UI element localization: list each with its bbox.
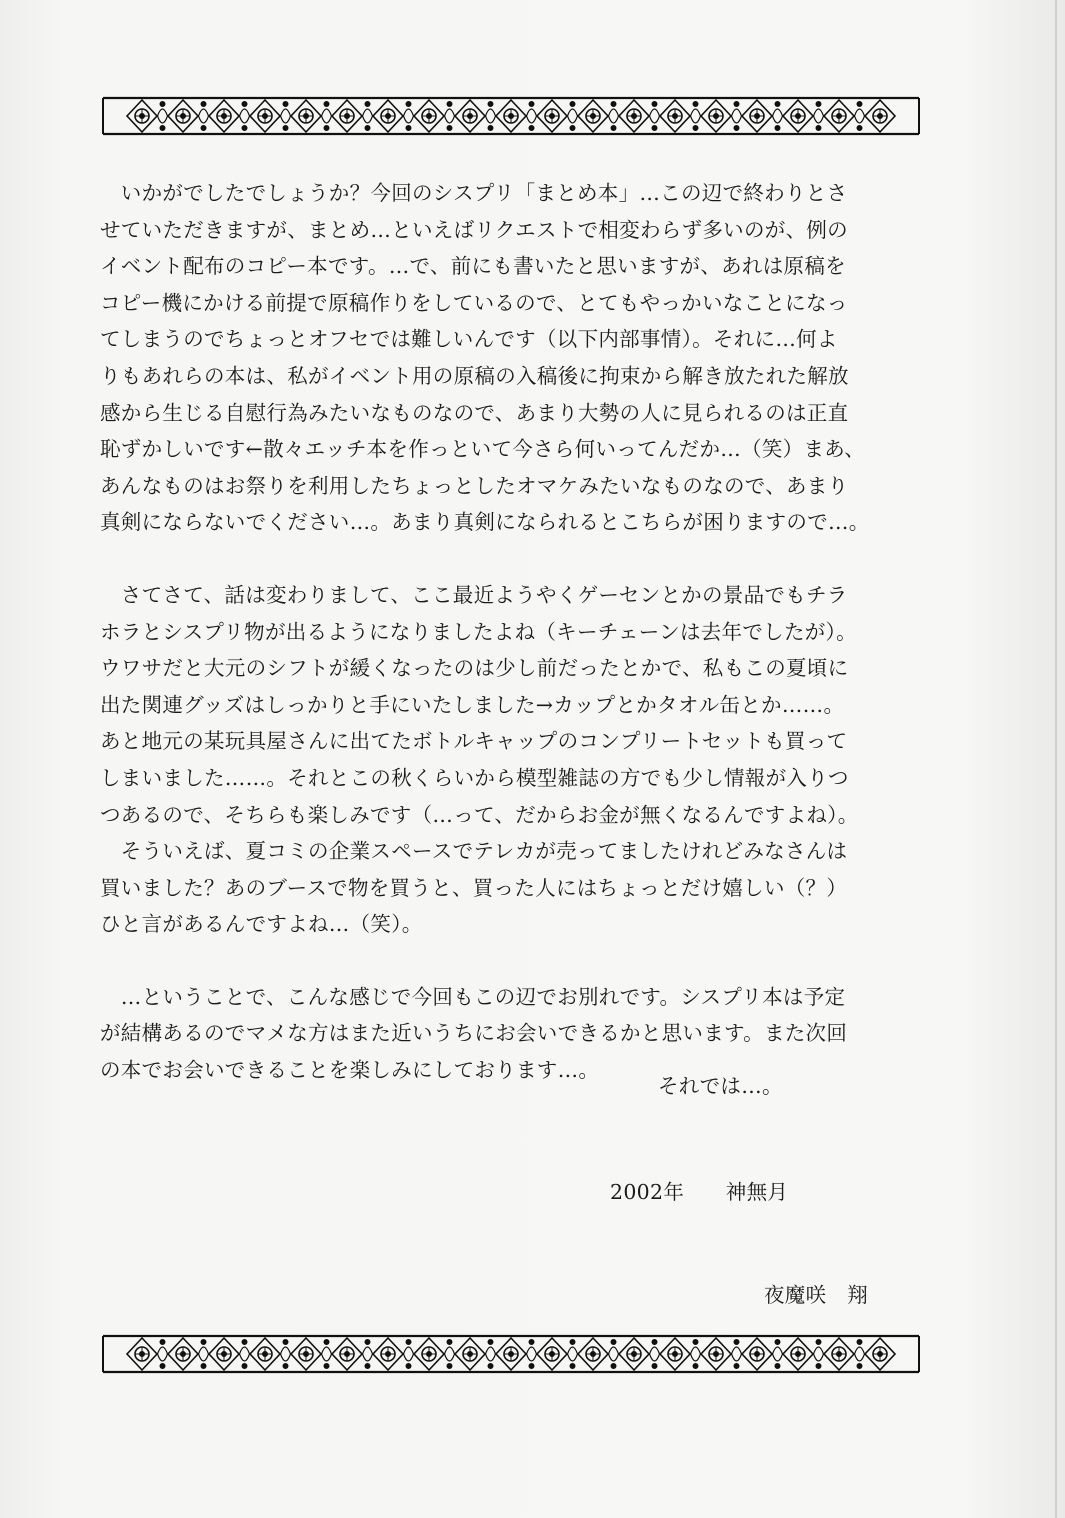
text-line: ひと言があるんですよね…（笑）。 — [100, 912, 423, 937]
text-line: しまいました……。それとこの秋くらいから模型雑誌の方でも少し情報が入りつ — [100, 765, 849, 790]
ornament-border-bottom-svg — [101, 1333, 921, 1375]
paragraph-gap — [100, 943, 920, 979]
paragraph-1 — [100, 175, 920, 541]
text-line: てしまうのでちょっとオフセでは難しいんです（以下内部事情）。それに…何よ — [100, 327, 838, 352]
text-line: …ということで、こんな感じで今回もこの辺でお別れです。シスプリ本は予定 — [100, 984, 846, 1009]
text-line: つあるので、そちらも楽しみです（…って、だからお金が無くなるんですよね）。 — [100, 802, 859, 827]
text-line: 恥ずかしいです←散々エッチ本を作っといて今さら何いってんだか…（笑）まあ、 — [100, 437, 866, 462]
text-line: あと地元の某玩具屋さんに出てたボトルキャップのコンプリートセットも買って — [100, 729, 848, 754]
text-line: あんなものはお祭りを利用したちょっとしたオマケみたいなものなので、あまり — [100, 473, 849, 498]
text-line: りもあれらの本は、私がイベント用の原稿の入稿後に拘束から解き放たれた解放 — [100, 363, 849, 388]
text-line: コピー機にかける前提で原稿作りをしているので、とてもやっかいなことになっ — [100, 290, 848, 315]
text-line: 買いました？あのブースで物を買うと、買った人にはちょっとだけ嬉しい（？） — [100, 875, 848, 900]
text-line: が結構あるのでマメな方はまた近いうちにお会いできるかと思います。また次回 — [100, 1021, 848, 1046]
date-line: 2002年 神無月 — [610, 1180, 789, 1204]
text-line: 出た関連グッズはしっかりと手にいたしました→カップとかタオル缶とか……。 — [100, 692, 845, 717]
ornamental-border-bottom — [101, 1333, 921, 1375]
closing-remark: それでは…。 — [658, 1074, 783, 1098]
text-line: いかがでしたでしょうか？今回のシスプリ「まとめ本」…この辺で終わりとさ — [100, 181, 848, 205]
ornamental-border-top — [101, 95, 921, 137]
text-line: せていただきますが、まとめ…といえばリクエストで相変わらず多いのが、例の — [100, 217, 848, 242]
body-text — [100, 175, 920, 1089]
text-line: ウワサだと大元のシフトが緩くなったのは少し前だったとかで、私もこの夏頃に — [100, 656, 849, 681]
text-line: そういえば、夏コミの企業スペースでテレカが売ってましたけれどみなさんは — [100, 839, 848, 864]
paragraph-gap — [100, 541, 920, 577]
author-signature: 夜魔咲 翔 — [764, 1283, 868, 1307]
paragraph-3 — [100, 979, 920, 1089]
paragraph-2 — [100, 577, 920, 943]
text-line: 感から生じる自慰行為みたいなものなので、あまり大勢の人に見られるのは正直 — [100, 400, 849, 425]
ornament-border-top-svg — [101, 95, 921, 137]
text-line: ホラとシスプリ物が出るようになりましたよね（キーチェーンは去年でしたが）。 — [100, 619, 857, 644]
text-line: イベント配布のコピー本です。…で、前にも書いたと思いますが、あれは原稿を — [100, 254, 846, 279]
text-line: の本でお会いできることを楽しみにしております…。 — [100, 1058, 600, 1083]
text-line: 真剣にならないでください…。あまり真剣になられるとこちらが困りますので…。 — [100, 510, 870, 535]
page-edge — [1055, 0, 1057, 1518]
text-line: さてさて、話は変わりまして、ここ最近ようやくゲーセンとかの景品でもチラ — [100, 582, 848, 607]
